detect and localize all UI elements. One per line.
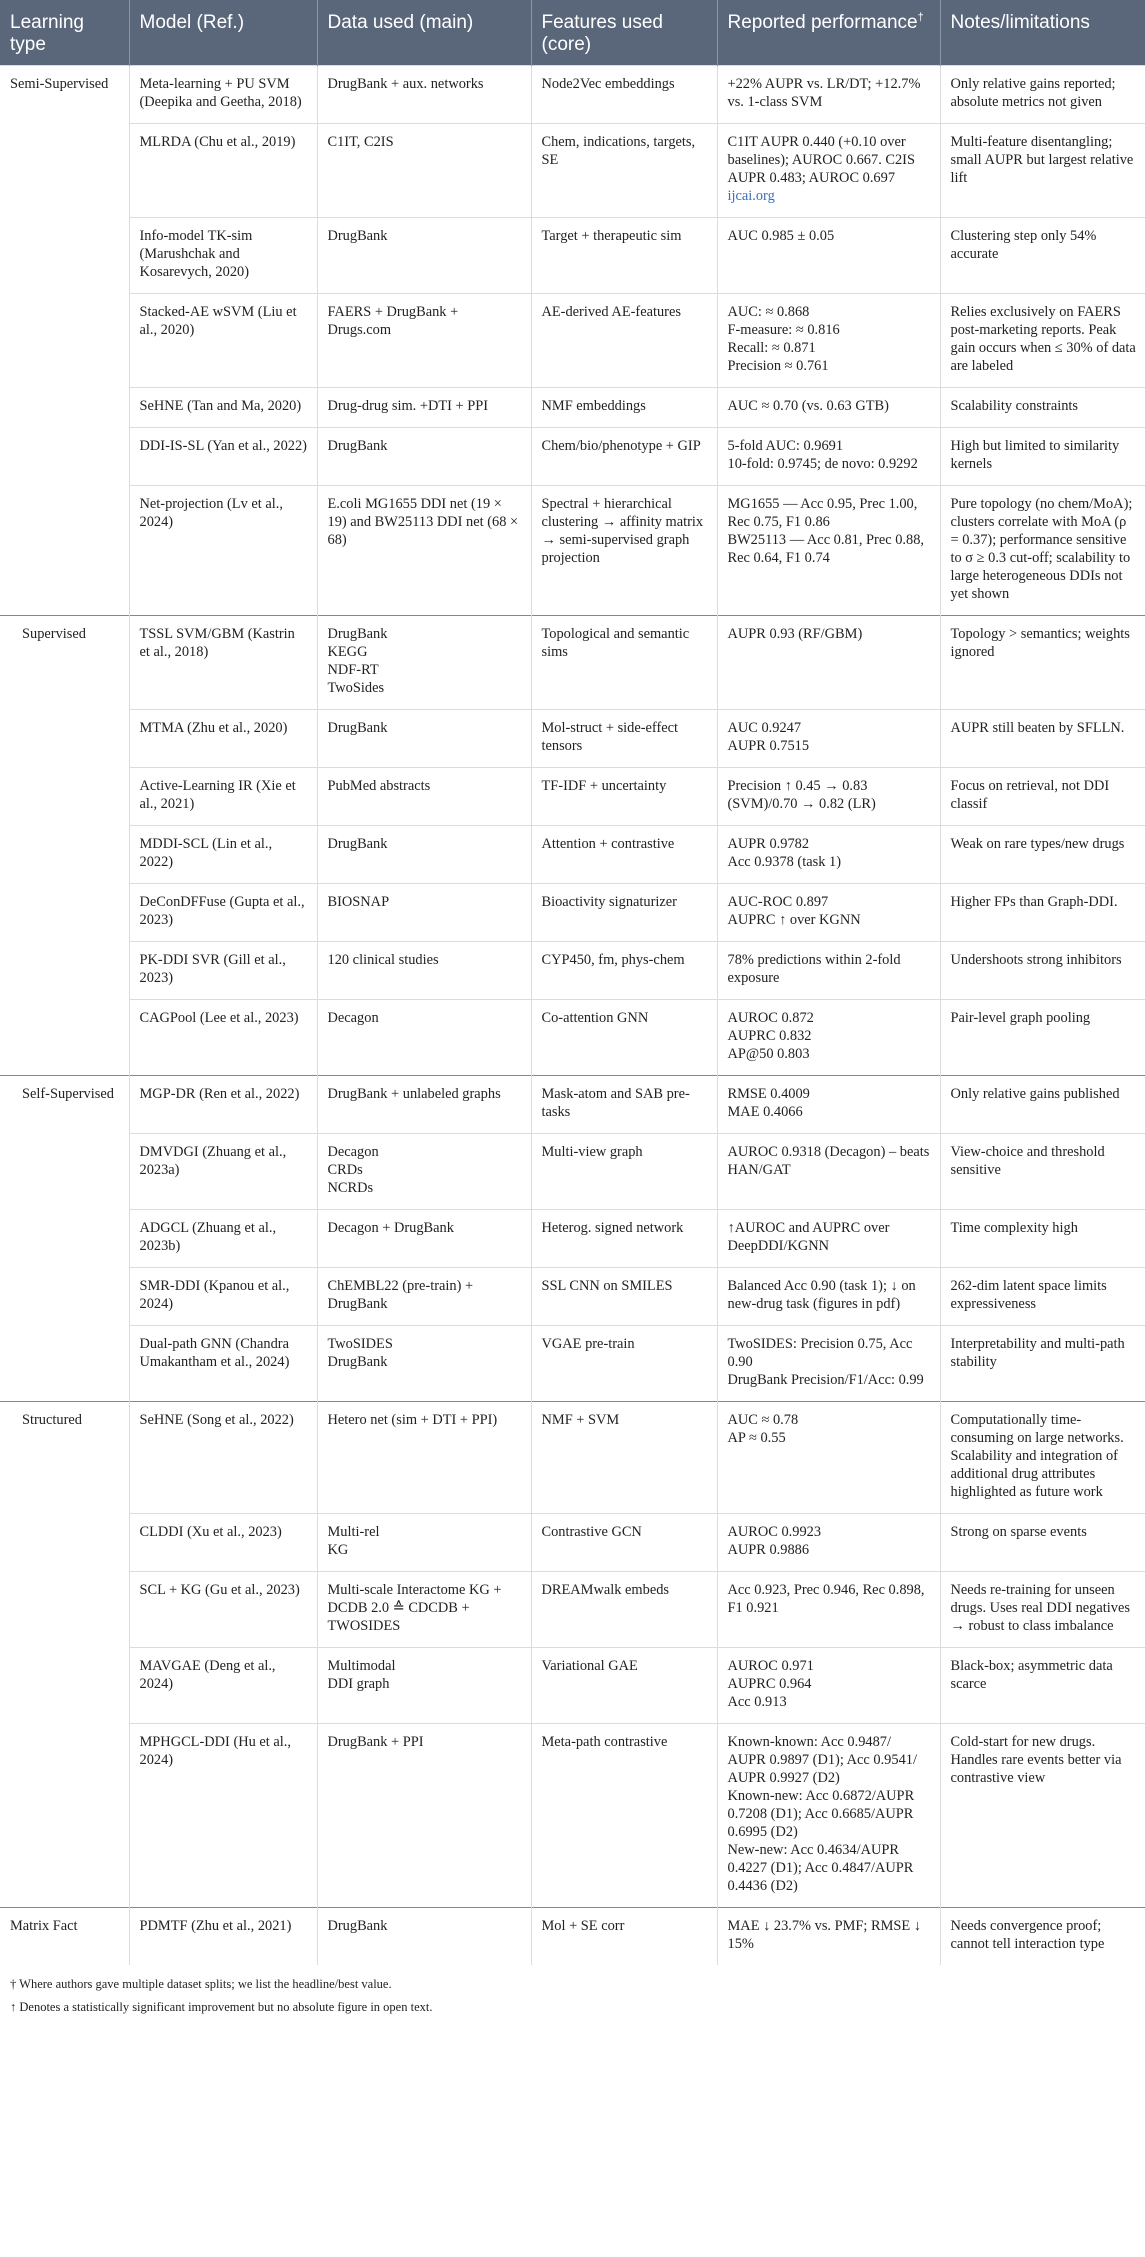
notes-text: Cold-start for new drugs. Handles rare events better via contrastive view <box>950 1734 1122 1786</box>
features-text: CYP450, fm, phys-chem <box>541 952 685 968</box>
notes-text: Relies exclusively on FAERS post-marketing reports. Peak gain occurs when ≤ 30% of data are labeled <box>950 304 1136 374</box>
features-text: Chem, indications, targets, SE <box>541 134 696 168</box>
notes-cell <box>940 1572 1145 1648</box>
data-text: ChEMBL22 (pre-train) + DrugBank <box>327 1278 474 1312</box>
performance-cell <box>717 1134 940 1210</box>
data-text: DrugBank + aux. networks <box>327 76 484 92</box>
learning-type-cell: Structured <box>0 1402 129 1908</box>
performance-cell <box>717 1210 940 1268</box>
data-cell <box>317 124 531 218</box>
performance-cell <box>717 1076 940 1134</box>
features-cell <box>531 388 717 428</box>
model-text: PDMTF (Zhu et al., 2021) <box>139 1918 292 1934</box>
notes-cell <box>940 826 1145 884</box>
table-header <box>0 0 1145 66</box>
features-cell <box>531 66 717 124</box>
data-cell <box>317 1000 531 1076</box>
notes-text: Pure topology (no chem/MoA); clusters correlate with MoA (ρ = 0.37); performance sensitive to σ ≥ 0.3 cut-off; scalability to large heterogeneous DDIs not yet shown <box>950 496 1133 602</box>
features-text: Attention + contrastive <box>541 836 675 852</box>
data-text: Hetero net (sim + DTI + PPI) <box>327 1412 498 1428</box>
data-cell <box>317 294 531 388</box>
model-text: Active-Learning IR (Xie et al., 2021) <box>139 778 296 812</box>
notes-text: 262-dim latent space limits expressiveness <box>950 1278 1107 1312</box>
performance-text: AUROC 0.971 AUPRC 0.964 Acc 0.913 <box>727 1658 814 1710</box>
table-row <box>0 218 1145 294</box>
performance-cell <box>717 1402 940 1514</box>
data-cell <box>317 1402 531 1514</box>
notes-cell <box>940 1000 1145 1076</box>
features-cell <box>531 486 717 616</box>
features-cell <box>531 294 717 388</box>
performance-text: Known-known: Acc 0.9487/ AUPR 0.9897 (D1); Acc 0.9541/ AUPR 0.9927 (D2) Known-new: Acc 0.6872/AUPR 0.7208 (D1); Acc 0.6685/AUPR 0.6995 (D2) New-new: Acc 0.4634/AUPR 0.4227 (D1); Acc 0.4847/AUPR 0.4436 (D2) <box>727 1734 917 1894</box>
header-dagger: † <box>917 11 924 24</box>
performance-cell <box>717 1000 940 1076</box>
features-text: VGAE pre-train <box>541 1336 635 1352</box>
performance-text: MG1655 — Acc 0.95, Prec 1.00, Rec 0.75, F1 0.86 BW25113 — Acc 0.81, Prec 0.88, Rec 0.64, F1 0.74 <box>727 496 925 566</box>
performance-text: AUC: ≈ 0.868 F-measure: ≈ 0.816 Recall: ≈ 0.871 Precision ≈ 0.761 <box>727 304 840 374</box>
data-cell <box>317 428 531 486</box>
data-cell <box>317 826 531 884</box>
features-text: Bioactivity signaturizer <box>541 894 677 910</box>
table-row <box>0 486 1145 616</box>
features-text: Co-attention GNN <box>541 1010 649 1026</box>
performance-text: ↑AUROC and AUPRC over DeepDDI/KGNN <box>727 1220 890 1254</box>
model-text: MTMA (Zhu et al., 2020) <box>139 720 288 736</box>
notes-cell <box>940 616 1145 710</box>
notes-text: Multi-feature disentangling; small AUPR but largest relative lift <box>950 134 1134 186</box>
notes-cell <box>940 218 1145 294</box>
learning-type-cell: Semi-Supervised <box>0 66 129 616</box>
features-text: Variational GAE <box>541 1658 638 1674</box>
model-text: CAGPool (Lee et al., 2023) <box>139 1010 299 1026</box>
notes-cell <box>940 1076 1145 1134</box>
model-cell <box>129 1572 317 1648</box>
model-text: SeHNE (Tan and Ma, 2020) <box>139 398 302 414</box>
notes-text: View-choice and threshold sensitive <box>950 1144 1105 1178</box>
learning-type-cell: Supervised <box>0 616 129 1076</box>
data-text: 120 clinical studies <box>327 952 439 968</box>
performance-text: AUROC 0.9318 (Decagon) – beats HAN/GAT <box>727 1144 930 1178</box>
features-cell <box>531 710 717 768</box>
notes-cell <box>940 1210 1145 1268</box>
data-cell <box>317 1210 531 1268</box>
model-cell <box>129 428 317 486</box>
performance-text: AUC ≈ 0.78 AP ≈ 0.55 <box>727 1412 799 1446</box>
features-text: Mol-struct + side-effect tensors <box>541 720 679 754</box>
data-cell <box>317 1326 531 1402</box>
notes-cell <box>940 428 1145 486</box>
model-cell <box>129 1724 317 1908</box>
performance-cell <box>717 826 940 884</box>
data-cell <box>317 388 531 428</box>
model-cell <box>129 826 317 884</box>
notes-cell <box>940 294 1145 388</box>
model-cell <box>129 1908 317 1966</box>
features-cell <box>531 1134 717 1210</box>
features-cell <box>531 826 717 884</box>
header-learning-type: Learning type <box>0 0 129 66</box>
table-row <box>0 1572 1145 1648</box>
model-cell <box>129 66 317 124</box>
model-cell <box>129 616 317 710</box>
notes-text: Undershoots strong inhibitors <box>950 952 1122 968</box>
notes-text: Interpretability and multi-path stability <box>950 1336 1125 1370</box>
model-cell <box>129 1076 317 1134</box>
model-text: PK-DDI SVR (Gill et al., 2023) <box>139 952 286 986</box>
performance-text: AUROC 0.9923 AUPR 0.9886 <box>727 1524 822 1558</box>
model-cell <box>129 294 317 388</box>
table-row <box>0 294 1145 388</box>
header-performance-label: Reported performance <box>727 12 918 33</box>
model-text: Info-model TK-sim (Marushchak and Kosarevych, 2020) <box>139 228 253 280</box>
model-text: Net-projection (Lv et al., 2024) <box>139 496 283 530</box>
model-cell <box>129 486 317 616</box>
notes-cell <box>940 1724 1145 1908</box>
table-row <box>0 616 1145 710</box>
model-text: MDDI-SCL (Lin et al., 2022) <box>139 836 273 870</box>
table-row <box>0 1000 1145 1076</box>
notes-text: Needs re-training for unseen drugs. Uses real DDI negatives → robust to class imbalance <box>950 1582 1130 1634</box>
notes-cell <box>940 66 1145 124</box>
data-text: DrugBank <box>327 438 388 454</box>
table-row <box>0 1402 1145 1514</box>
table-row <box>0 1076 1145 1134</box>
table-row <box>0 1210 1145 1268</box>
model-cell <box>129 884 317 942</box>
features-text: Heterog. signed network <box>541 1220 684 1236</box>
features-text: Target + therapeutic sim <box>541 228 682 244</box>
model-text: SCL + KG (Gu et al., 2023) <box>139 1582 300 1598</box>
data-text: Decagon CRDs NCRDs <box>327 1144 379 1196</box>
performance-text: 78% predictions within 2-fold exposure <box>727 952 901 986</box>
features-text: NMF + SVM <box>541 1412 620 1428</box>
table-row <box>0 124 1145 218</box>
notes-text: AUPR still beaten by SFLLN. <box>950 720 1125 736</box>
table-row <box>0 826 1145 884</box>
notes-text: Higher FPs than Graph-DDI. <box>950 894 1118 910</box>
notes-cell <box>940 1268 1145 1326</box>
performance-text: C1IT AUPR 0.440 (+0.10 over baselines); AUROC 0.667. C2IS AUPR 0.483; AUROC 0.697 <box>727 134 915 186</box>
data-text: DrugBank + unlabeled graphs <box>327 1086 501 1102</box>
table-row <box>0 1134 1145 1210</box>
performance-cell <box>717 218 940 294</box>
features-text: Node2Vec embeddings <box>541 76 675 92</box>
data-text: Decagon <box>327 1010 379 1026</box>
data-text: Decagon + DrugBank <box>327 1220 454 1236</box>
model-text: MLRDA (Chu et al., 2019) <box>139 134 296 150</box>
table-row <box>0 1908 1145 1966</box>
performance-cell <box>717 1572 940 1648</box>
data-text: DrugBank <box>327 836 388 852</box>
performance-cell <box>717 388 940 428</box>
model-cell <box>129 1000 317 1076</box>
features-text: TF-IDF + uncertainty <box>541 778 667 794</box>
performance-text: 5-fold AUC: 0.9691 10-fold: 0.9745; de novo: 0.9292 <box>727 438 918 472</box>
notes-cell <box>940 710 1145 768</box>
model-cell <box>129 768 317 826</box>
notes-cell <box>940 768 1145 826</box>
features-cell <box>531 1572 717 1648</box>
data-cell <box>317 768 531 826</box>
features-text: Topological and semantic sims <box>541 626 690 660</box>
model-cell <box>129 124 317 218</box>
header-row <box>0 0 1145 66</box>
performance-cell <box>717 294 940 388</box>
notes-text: Only relative gains reported; absolute metrics not given <box>950 76 1116 110</box>
notes-text: Computationally time-consuming on large networks. Scalability and integration of additional drug attributes highlighted as future work <box>950 1412 1124 1500</box>
performance-text: AUPR 0.9782 Acc 0.9378 (task 1) <box>727 836 841 870</box>
data-cell <box>317 884 531 942</box>
model-text: MGP-DR (Ren et al., 2022) <box>139 1086 300 1102</box>
learning-type-cell: Self-Supervised <box>0 1076 129 1402</box>
features-text: DREAMwalk embeds <box>541 1582 669 1598</box>
data-cell <box>317 486 531 616</box>
model-cell <box>129 942 317 1000</box>
notes-cell <box>940 1134 1145 1210</box>
features-cell <box>531 884 717 942</box>
model-cell <box>129 1268 317 1326</box>
model-text: DeConDFFuse (Gupta et al., 2023) <box>139 894 305 928</box>
performance-text: TwoSIDES: Precision 0.75, Acc 0.90 DrugBank Precision/F1/Acc: 0.99 <box>727 1336 924 1388</box>
performance-cell <box>717 1648 940 1724</box>
features-text: Spectral + hierarchical clustering → affinity matrix → semi-supervised graph projection <box>541 496 704 566</box>
notes-cell <box>940 486 1145 616</box>
model-text: Dual-path GNN (Chandra Umakantham et al., 2024) <box>139 1336 290 1370</box>
notes-cell <box>940 1514 1145 1572</box>
features-cell <box>531 218 717 294</box>
data-text: Multi-scale Interactome KG + DCDB 2.0 ≙ CDCDB + TWOSIDES <box>327 1582 502 1634</box>
performance-cell <box>717 1514 940 1572</box>
data-text: E.coli MG1655 DDI net (19 × 19) and BW25113 DDI net (68 × 68) <box>327 496 519 548</box>
performance-text: AUC 0.985 ± 0.05 <box>727 228 835 244</box>
features-cell <box>531 1326 717 1402</box>
data-cell <box>317 66 531 124</box>
model-text: ADGCL (Zhuang et al., 2023b) <box>139 1220 277 1254</box>
performance-text: +22% AUPR vs. LR/DT; +12.7% vs. 1-class SVM <box>727 76 921 110</box>
data-text: DrugBank KEGG NDF-RT TwoSides <box>327 626 388 696</box>
features-text: Mol + SE corr <box>541 1918 625 1934</box>
model-text: DMVDGI (Zhuang et al., 2023a) <box>139 1144 287 1178</box>
model-text: MAVGAE (Deng et al., 2024) <box>139 1658 276 1692</box>
notes-text: Pair-level graph pooling <box>950 1010 1091 1026</box>
data-cell <box>317 1724 531 1908</box>
notes-cell <box>940 884 1145 942</box>
notes-cell <box>940 1326 1145 1402</box>
model-cell <box>129 1134 317 1210</box>
table-row <box>0 768 1145 826</box>
features-text: NMF embeddings <box>541 398 646 414</box>
features-text: Multi-view graph <box>541 1144 643 1160</box>
model-cell <box>129 1210 317 1268</box>
notes-cell <box>940 1908 1145 1966</box>
data-cell <box>317 1648 531 1724</box>
model-cell <box>129 1648 317 1724</box>
model-text: MPHGCL-DDI (Hu et al., 2024) <box>139 1734 291 1768</box>
data-cell <box>317 616 531 710</box>
model-cell <box>129 1326 317 1402</box>
table-row <box>0 884 1145 942</box>
notes-cell <box>940 1402 1145 1514</box>
model-cell <box>129 1514 317 1572</box>
model-text: SeHNE (Song et al., 2022) <box>139 1412 294 1428</box>
notes-text: Topology > semantics; weights ignored <box>950 626 1130 660</box>
performance-cell <box>717 428 940 486</box>
performance-cell <box>717 884 940 942</box>
features-text: Mask-atom and SAB pre-tasks <box>541 1086 690 1120</box>
header-reported-performance <box>717 0 940 66</box>
data-cell <box>317 1134 531 1210</box>
notes-text: Scalability constraints <box>950 398 1078 414</box>
features-cell <box>531 942 717 1000</box>
features-cell <box>531 428 717 486</box>
header-notes: Notes/limitations <box>940 0 1145 66</box>
features-cell <box>531 1724 717 1908</box>
performance-text: MAE ↓ 23.7% vs. PMF; RMSE ↓ 15% <box>727 1918 922 1952</box>
performance-text: Balanced Acc 0.90 (task 1); ↓ on new-drug task (figures in pdf) <box>727 1278 916 1312</box>
footnote-arrow: ↑ Denotes a statistically significant improvement but no absolute figure in open text. <box>10 2000 433 2014</box>
data-cell <box>317 942 531 1000</box>
model-text: CLDDI (Xu et al., 2023) <box>139 1524 282 1540</box>
features-cell <box>531 1514 717 1572</box>
notes-text: Weak on rare types/new drugs <box>950 836 1125 852</box>
data-cell <box>317 1514 531 1572</box>
model-text: SMR-DDI (Kpanou et al., 2024) <box>139 1278 290 1312</box>
features-text: Chem/bio/phenotype + GIP <box>541 438 701 454</box>
model-text: TSSL SVM/GBM (Kastrin et al., 2018) <box>139 626 295 660</box>
features-cell <box>531 1268 717 1326</box>
features-text: SSL CNN on SMILES <box>541 1278 673 1294</box>
data-text: Multi-rel KG <box>327 1524 380 1558</box>
data-text: DrugBank + PPI <box>327 1734 424 1750</box>
performance-cell <box>717 1724 940 1908</box>
notes-cell <box>940 388 1145 428</box>
notes-cell <box>940 124 1145 218</box>
notes-cell <box>940 942 1145 1000</box>
table-row <box>0 1514 1145 1572</box>
data-text: Multimodal DDI graph <box>327 1658 396 1692</box>
performance-text: Precision ↑ 0.45 → 0.83 (SVM)/0.70 → 0.82 (LR) <box>727 778 876 812</box>
data-cell <box>317 1572 531 1648</box>
data-text: Drug-drug sim. +DTI + PPI <box>327 398 489 414</box>
data-text: DrugBank <box>327 1918 388 1934</box>
performance-cell <box>717 768 940 826</box>
table-row <box>0 428 1145 486</box>
features-cell <box>531 1210 717 1268</box>
performance-cell <box>717 616 940 710</box>
notes-text: Time complexity high <box>950 1220 1078 1236</box>
data-text: DrugBank <box>327 720 388 736</box>
model-text: Meta-learning + PU SVM (Deepika and Geetha, 2018) <box>139 76 302 110</box>
performance-cell <box>717 1268 940 1326</box>
data-text: DrugBank <box>327 228 388 244</box>
performance-text: Acc 0.923, Prec 0.946, Rec 0.898, F1 0.921 <box>727 1582 925 1616</box>
data-text: BIOSNAP <box>327 894 390 910</box>
performance-cell <box>717 942 940 1000</box>
header-features-used: Features used (core) <box>531 0 717 66</box>
performance-cell <box>717 1908 940 1966</box>
features-text: Contrastive GCN <box>541 1524 642 1540</box>
model-text: Stacked-AE wSVM (Liu et al., 2020) <box>139 304 297 338</box>
learning-type-cell: Matrix Fact <box>0 1908 129 1966</box>
notes-text: Needs convergence proof; cannot tell interaction type <box>950 1918 1105 1952</box>
performance-text: RMSE 0.4009 MAE 0.4066 <box>727 1086 810 1120</box>
notes-text: Black-box; asymmetric data scarce <box>950 1658 1113 1692</box>
features-text: AE-derived AE-features <box>541 304 681 320</box>
performance-text: AUC 0.9247 AUPR 0.7515 <box>727 720 810 754</box>
features-cell <box>531 1000 717 1076</box>
table-row <box>0 1648 1145 1724</box>
model-cell <box>129 1402 317 1514</box>
table-row <box>0 388 1145 428</box>
features-cell <box>531 124 717 218</box>
table-row <box>0 1268 1145 1326</box>
features-cell <box>531 1076 717 1134</box>
table-row <box>0 1326 1145 1402</box>
data-text: FAERS + DrugBank + Drugs.com <box>327 304 459 338</box>
features-cell <box>531 616 717 710</box>
table-row <box>0 942 1145 1000</box>
table-row <box>0 710 1145 768</box>
performance-text: AUC-ROC 0.897 AUPRC ↑ over KGNN <box>727 894 861 928</box>
notes-text: Strong on sparse events <box>950 1524 1087 1540</box>
features-cell <box>531 1908 717 1966</box>
model-cell <box>129 218 317 294</box>
data-text: C1IT, C2IS <box>327 134 394 150</box>
notes-text: High but limited to similarity kernels <box>950 438 1120 472</box>
header-data-used: Data used (main) <box>317 0 531 66</box>
model-cell <box>129 388 317 428</box>
data-cell <box>317 1076 531 1134</box>
features-cell <box>531 1648 717 1724</box>
table-body <box>0 66 1145 1966</box>
notes-text: Focus on retrieval, not DDI classif <box>950 778 1110 812</box>
model-cell <box>129 710 317 768</box>
header-model: Model (Ref.) <box>129 0 317 66</box>
table-row <box>0 1724 1145 1908</box>
performance-cell <box>717 66 940 124</box>
performance-cell <box>717 486 940 616</box>
performance-text: AUC ≈ 0.70 (vs. 0.63 GTB) <box>727 398 889 414</box>
features-cell <box>531 768 717 826</box>
features-cell <box>531 1402 717 1514</box>
data-text: PubMed abstracts <box>327 778 431 794</box>
performance-cell <box>717 710 940 768</box>
data-text: TwoSIDES DrugBank <box>327 1336 393 1370</box>
notes-text: Only relative gains published <box>950 1086 1120 1102</box>
performance-text: AUPR 0.93 (RF/GBM) <box>727 626 863 642</box>
performance-cell <box>717 1326 940 1402</box>
data-cell <box>317 710 531 768</box>
footnote-dagger: † Where authors gave multiple dataset splits; we list the headline/best value. <box>10 1977 392 1991</box>
features-text: Meta-path contrastive <box>541 1734 668 1750</box>
source-link[interactable]: ijcai.org <box>727 188 775 204</box>
notes-cell <box>940 1648 1145 1724</box>
footnotes <box>0 1965 1145 2017</box>
notes-text: Clustering step only 54% accurate <box>950 228 1097 262</box>
performance-text: AUROC 0.872 AUPRC 0.832 AP@50 0.803 <box>727 1010 814 1062</box>
data-cell <box>317 218 531 294</box>
data-cell <box>317 1908 531 1966</box>
model-text: DDI-IS-SL (Yan et al., 2022) <box>139 438 307 454</box>
table-row <box>0 66 1145 124</box>
performance-cell <box>717 124 940 218</box>
data-cell <box>317 1268 531 1326</box>
